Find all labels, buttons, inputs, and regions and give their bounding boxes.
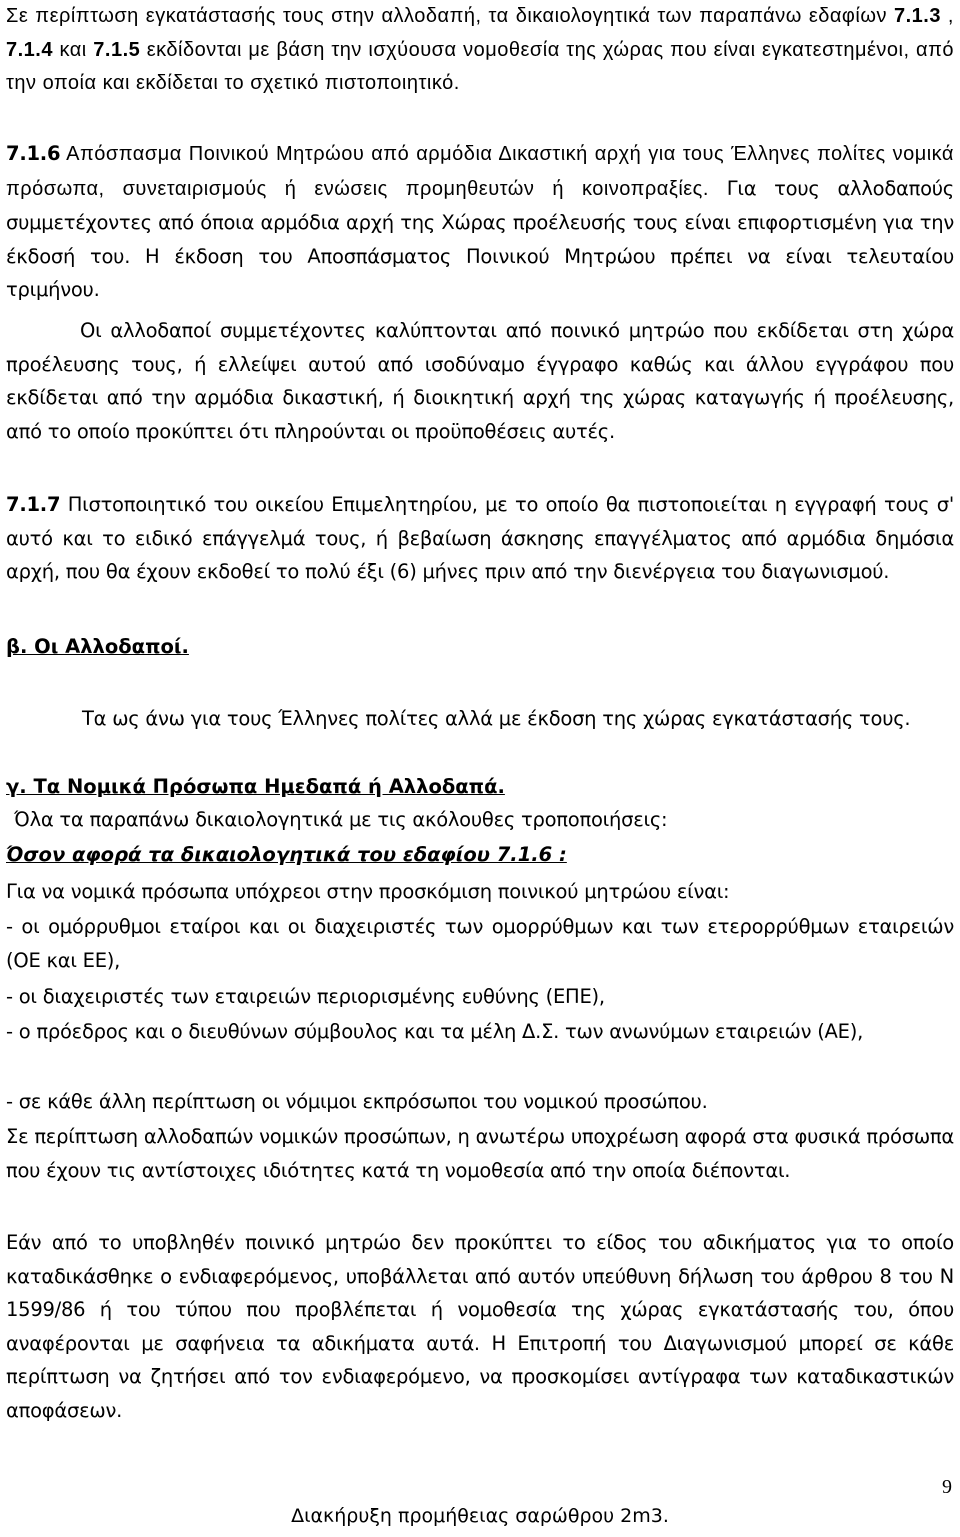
heading-clause-716: Όσον αφορά τα δικαιολογητικά του εδαφίου 7.1.6 : <box>6 843 567 866</box>
list-item: - ο πρόεδρος και ο διευθύνων σύμβουλος και τα μέλη Δ.Σ. των ανωνύμων εταιρειών (ΑΕ), <box>6 1020 864 1043</box>
clause-ref: 7.1.7 <box>6 493 61 516</box>
heading-foreigners: β. Οι Αλλοδαποί. <box>6 635 189 658</box>
page-footer: Διακήρυξη προμήθειας σαρώθρου 2m3. <box>291 1505 669 1527</box>
clause-ref: 7.1.5 <box>93 38 141 61</box>
paragraph-chamber-certificate <box>6 488 954 589</box>
separator: και <box>52 38 94 61</box>
heading-legal-entities: γ. Τα Νομικά Πρόσωπα Ημεδαπά ή Αλλοδαπά. <box>6 775 505 798</box>
paragraph-same-as-greek: Τα ως άνω για τους Έλληνες πολίτες αλλά με έκδοση της χώρας εγκατάστασής τους. <box>82 707 911 730</box>
list-item: - σε κάθε άλλη περίπτωση οι νόμιμοι εκπρόσωποι του νομικού προσώπου. <box>6 1090 708 1113</box>
list-item: - οι ομόρρυθμοι εταίροι και οι διαχειριστές των ομορρύθμων και των ετερορρύθμων εταιρειών (ΟΕ και ΕΕ), <box>6 915 954 972</box>
clause-ref: 7.1.3 <box>893 5 941 27</box>
clause-ref: 7.1.6 <box>6 142 61 165</box>
clause-ref: 7.1.4 <box>6 38 53 61</box>
paragraph-text: Για τους αλλοδαπούς συμμετέχοντες από όποια αρμόδια αρχή της Χώρας προέλευσής τους είναι επιφορτισμένη για την έκδοσή του. Η έκδοση του Αποσπάσματος Ποινικού Μητρώου πρέπει να είναι τελευταίου τριμήνου. <box>6 176 954 302</box>
paragraph-solemn-declaration: Εάν από το υποβληθέν ποινικό μητρώο δεν προκύπτει το είδος του αδικήματος για το οποίο καταδικάσθηκε ο ενδιαφερόμενος, υποβάλλεται από αυτόν υπεύθυνη δήλωση του άρθρου 8 του Ν 1599/86 ή του τύπου που προβλέπεται ή νομοθεσία της χώρας εγκατάστασής του, όπου αναφέρονται με σαφήνεια τα αδικήματα αυτά. Η Επιτροπή του Διαγωνισμού μπορεί σε κάθε περίπτωση να ζητήσει από τον ενδιαφερόμενο, να προσκομίσει αντίγραφα των καταδικαστικών αποφάσεων. <box>6 1231 954 1422</box>
paragraph-text: Απόσπασμα Ποινικού Μητρώου από αρμόδια Δικαστική αρχή για τους Έλληνες πολίτες νομικά πρόσωπα, συνεταιρισμούς ή ενώσεις προμηθευτών ή κοινοπραξίες. <box>6 143 954 200</box>
paragraph-text: Πιστοποιητικό του οικείου Επιμελητηρίου, με το οποίο θα πιστοποιείται η εγγραφή τους σ' αυτό και το ειδικό επάγγελμά τους, ή βεβαίωση άσκησης επαγγέλματος από αρμόδια δημόσια αρχή, που θα έχουν εκδοθεί το πολύ έξι (6) μήνες πριν από την διενέργεια του διαγωνισμού. <box>6 493 954 584</box>
paragraph-foreign-participants: Οι αλλοδαποί συμμετέχοντες καλύπτονται από ποινικό μητρώο που εκδίδεται στη χώρα προέλευσης τους, ή ελλείψει αυτού από ισοδύναμο έγγραφο καθώς και άλλου εγγράφου που εκδίδεται από την αρμόδια δικαστική, ή διοικητική αρχή της χώρας καταγωγής ή προέλευσης, από το οποίο προκύπτει ότι πληρούνται οι προϋποθέσεις αυτές. <box>6 319 954 443</box>
paragraph-obligated-persons: Για να νομικά πρόσωπα υπόχρεοι στην προσκόμιση ποινικού μητρώου είναι: <box>6 880 730 903</box>
paragraph-text: εκδίδονται με βάση την ισχύουσα νομοθεσία της χώρας που είναι εγκατεστημένοι, από την οποία και εκδίδεται το σχετικό πιστοποιητικό. <box>6 38 955 95</box>
paragraph-foreign-establishment <box>6 0 954 101</box>
paragraph-foreign-legal-entities: Σε περίπτωση αλλοδαπών νομικών προσώπων, η ανωτέρω υποχρέωση αφορά στα φυσικά πρόσωπα που έχουν τις αντίστοιχες ιδιότητες κατά τη νομοθεσία από την οποία διέπονται. <box>6 1125 954 1182</box>
paragraph-modifications: Όλα τα παραπάνω δικαιολογητικά με τις ακόλουθες τροποποιήσεις: <box>14 808 668 831</box>
list-item: - οι διαχειριστές των εταιρειών περιορισμένης ευθύνης (ΕΠΕ), <box>6 985 605 1008</box>
page-number: 9 <box>942 1476 952 1498</box>
separator: , <box>940 5 954 27</box>
paragraph-text: Σε περίπτωση εγκατάστασής τους στην αλλοδαπή, τα δικαιολογητικά των παραπάνω εδαφίων <box>6 5 894 27</box>
paragraph-criminal-record <box>6 137 954 307</box>
